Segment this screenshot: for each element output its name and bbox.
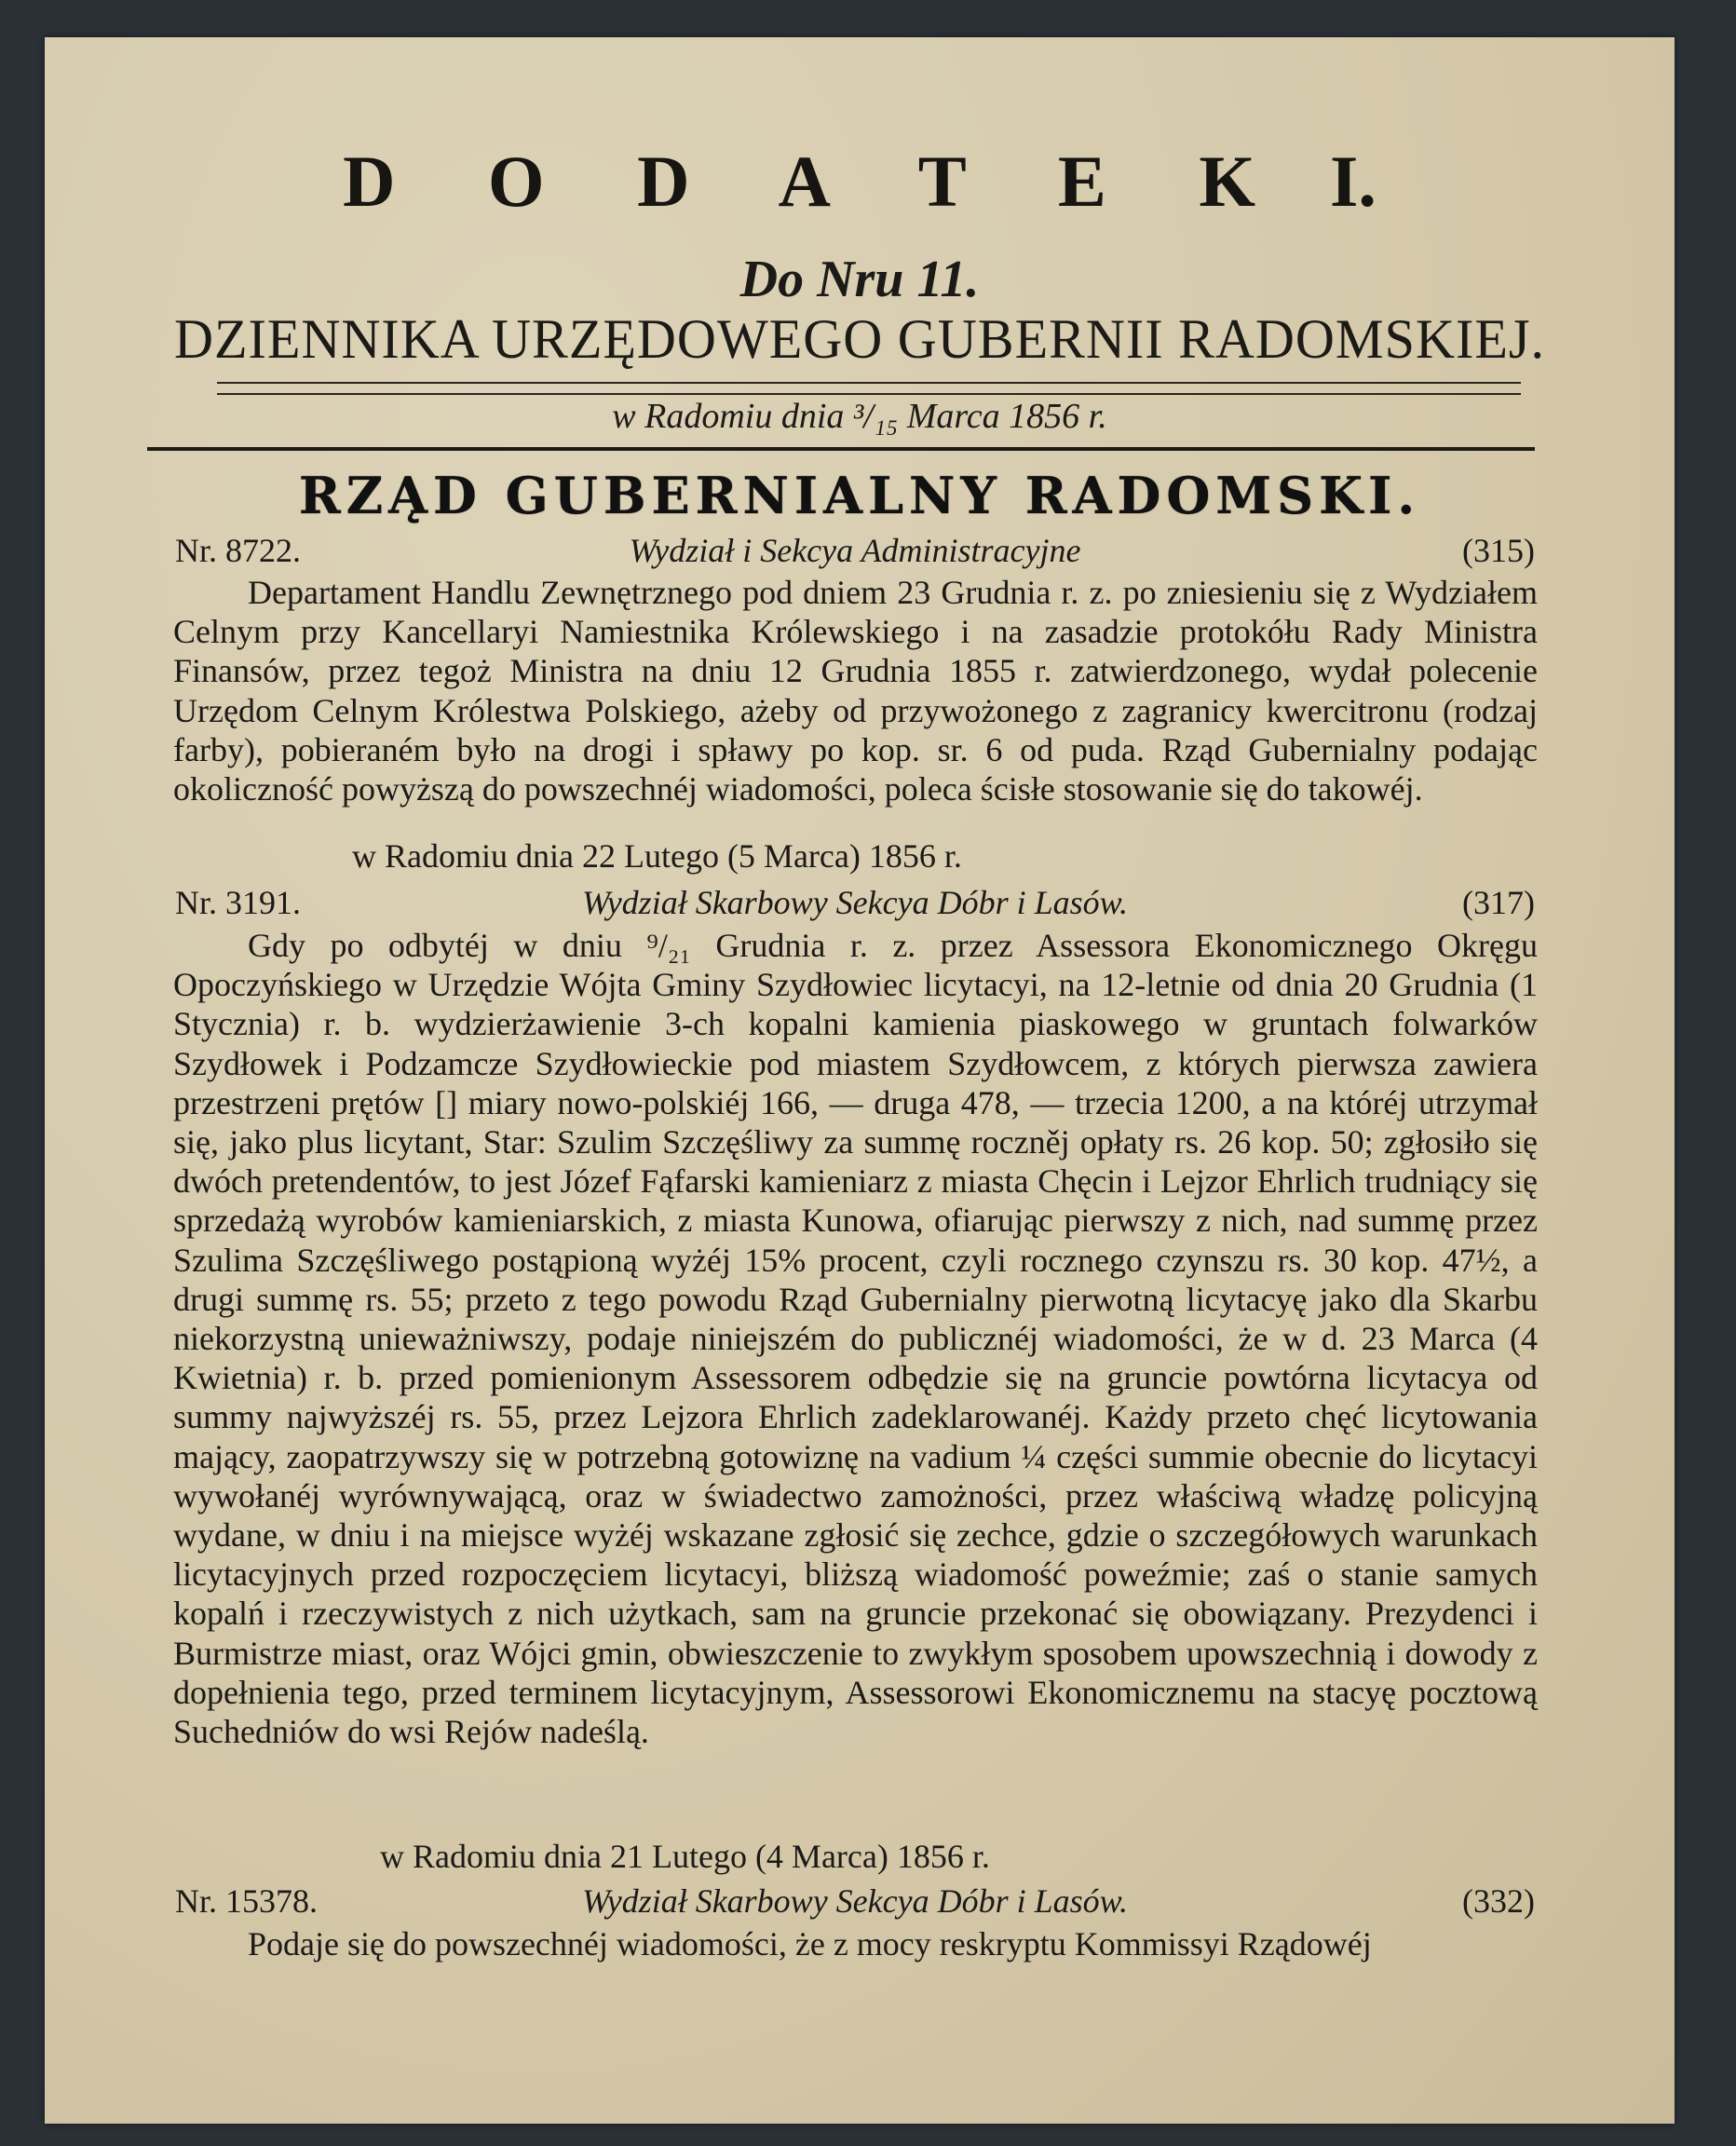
issue-date: w Radomiu dnia ³/₁₅ Marca 1856 r.	[612, 397, 1107, 436]
supplement-title-text: D O D A T E K	[343, 141, 1294, 222]
notice-header	[175, 1881, 1535, 1926]
notice-header	[175, 531, 1535, 576]
authority-heading: RZĄD GUBERNIALNY RADOMSKI.	[298, 466, 1421, 525]
notice-date: w Radomiu dnia 21 Lutego (4 Marca) 1856 r.	[380, 1838, 990, 1875]
double-rule	[217, 382, 1521, 395]
notice-number: Nr. 3191.	[175, 884, 301, 921]
notice-number: Nr. 15378.	[175, 1882, 318, 1920]
notice-department: Wydział Skarbowy Sekcya Dóbr i Lasów.	[582, 884, 1128, 921]
document-page	[45, 37, 1675, 2124]
notice-code: (317)	[1462, 884, 1535, 921]
thick-rule	[147, 447, 1535, 451]
supplement-numeral: I.	[1330, 141, 1377, 222]
notice-code: (332)	[1462, 1882, 1535, 1920]
notice-header	[175, 883, 1535, 928]
notice-department: Wydział i Sekcya Administracyjne	[629, 532, 1081, 569]
notice-body: Departament Handlu Zewnętrznego pod dniem 23 Grudnia r. z. po zniesieniu się z Wydziałem Celnym przy Kancellaryi Namiestnika Królewskiego i na zasadzie protokółu Rady Ministra Finansów, przez tegoż Ministra na dniu 12 Grudnia 1855 r. zatwierdzonego, wydał polecenie Urzędom Celnym Królestwa Polskiego, ażeby od przywożonego z zagranicy kwercitronu (rodzaj farby), pobieraném było na drogi i spławy po kop. sr. 6 od puda. Rząd Gubernialny podając okoliczność powyższą do powszechnéj wiadomości, poleca ścisłe stosowanie się do takowéj.	[173, 574, 1538, 808]
notice-date: w Radomiu dnia 22 Lutego (5 Marca) 1856 r.	[352, 837, 962, 875]
supplement-title	[45, 140, 1675, 224]
notice-code: (315)	[1462, 532, 1535, 569]
issue-number: Do Nru 11.	[739, 251, 980, 308]
notice-body: Podaje się do powszechnéj wiadomości, że z mocy reskryptu Kommissyi Rządowéj	[248, 1925, 1372, 1963]
notice-number: Nr. 8722.	[175, 532, 301, 569]
notice-department: Wydział Skarbowy Sekcya Dóbr i Lasów.	[582, 1882, 1128, 1920]
notice-body: Gdy po odbytéj w dniu ⁹/₂₁ Grudnia r. z. przez Assessora Ekonomicznego Okręgu Opoczyńskiego w Urzędzie Wójta Gminy Szydłowiec licytacyi, na 12-letnie od dnia 20 Grudnia (1 Stycznia) r. b. wydzierżawienie 3-ch kopalni kamienia piaskowego w gruntach folwarków Szydłowek i Podzamcze Szydłowieckie pod miastem Szydłowcem, z których pierwsza zawiera przestrzeni prętów [] miary nowo-polskiéj 166, — druga 478, — trzecia 1200, a na któréj utrzymał się, jako plus licytant, Star: Szulim Szczęśliwy za summę roczněj opłaty rs. 26 kop. 50; zgłosiło się dwóch pretendentów, to jest Józef Fąfarski kamieniarz z miasta Chęcin i Lejzor Ehrlich trudniący się sprzedażą wyrobów kamieniarskich, z miasta Kunowa, ofiarując pierwszy z nich, nad summę przez Szulima Szczęśliwego postąpioną wyżéj 15% procent, czyli rocznego czynszu rs. 30 kop. 47½, a drugi summę rs. 55; przeto z tego powodu Rząd Gubernialny pierwotną licytacyę jako dla Skarbu niekorzystną unieważniwszy, podaje niniejszém do publicznéj wiadomości, że w d. 23 Marca (4 Kwietnia) r. b. przed pomienionym Assessorem odbędzie się na gruncie powtórna licytacya od summy najwyższéj rs. 55, przez Lejzora Ehrlich zadeklarowanéj. Każdy przeto chęć licytowania mający, zaopatrzywszy się w potrzebną gotowiznę na vadium ¼ części summie obecnie do licytacyi wywołanéj wyrównywającą, oraz w świadectwo zamożności, przez właściwą władzę policyjną wydane, w dniu i na miejsce wyżéj wskazane zgłosić się zechce, gdzie o szczegółowych warunkach licytacyjnych przed rozpoczęciem licytacyi, bliższą wiadomość poweźmie; zaś o stanie samych kopalń i rzeczywistych z nich użytkach, sam na gruncie przekonać się obowiązany. Prezydenci i Burmistrze miast, oraz Wójci gmin, obwieszczenie to zwykłym sposobem upowszechnią i dowody z dopełnienia tego, przed terminem licytacyjnym, Assessorowi Ekonomicznemu na stacyę pocztową Suchedniów do wsi Rejów nadeślą.	[173, 927, 1538, 1751]
journal-title: DZIENNIKA URZĘDOWEGO GUBERNII RADOMSKIEJ.	[173, 308, 1546, 370]
